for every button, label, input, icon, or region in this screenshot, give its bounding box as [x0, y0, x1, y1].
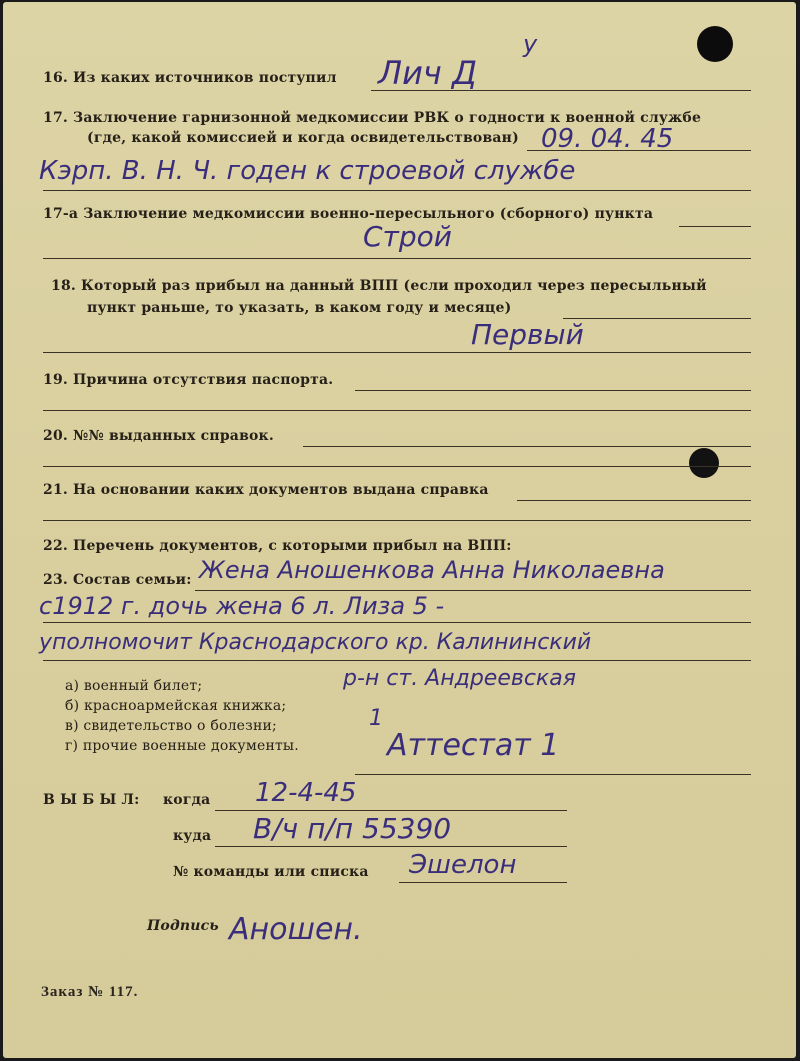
q23-line2	[43, 622, 751, 623]
q21-line2	[43, 520, 751, 521]
q17-conclusion-handwriting: Кэрп. В. Н. Ч. годен к строевой службе	[39, 156, 576, 186]
q21-label: 21. На основании каких документов выдана справка	[43, 482, 489, 498]
q20-line2	[43, 466, 751, 467]
doc-a-label: а) военный билет;	[65, 678, 203, 694]
q23-handwriting-line3: уполномочит Краснодарского кр. Калининский	[39, 630, 592, 655]
punch-hole-top	[697, 26, 733, 62]
q17-date-handwriting: 09. 04. 45	[541, 124, 674, 154]
team-handwriting: Эшелон	[409, 850, 517, 880]
q17a-handwriting: Строй	[363, 220, 452, 253]
q18-line1	[563, 318, 751, 319]
q17-label-line1: 17. Заключение гарнизонной медкомиссии РВК о годности к военной службе	[43, 110, 702, 126]
document-sheet	[3, 2, 796, 1058]
when-label: когда	[163, 792, 211, 808]
q19-line1	[355, 390, 751, 391]
order-number: Заказ № 117.	[41, 984, 139, 1000]
q22-label: 22. Перечень документов, с которыми прибыл на ВПП:	[43, 538, 512, 554]
q16-handwriting-mark: у	[523, 30, 538, 58]
q17-label-line2: (где, какой комиссией и когда освидетельствован)	[87, 130, 519, 146]
team-line	[399, 882, 567, 883]
q23-handwriting-line2: с1912 г. дочь жена 6 л. Лиза 5 -	[39, 592, 445, 620]
doc-v-label: в) свидетельство о болезни;	[65, 718, 277, 734]
doc-b-label: б) красноармейская книжка;	[65, 698, 287, 714]
q21-line1	[517, 500, 751, 501]
punch-hole-middle	[689, 448, 719, 478]
q23-label: 23. Состав семьи:	[43, 572, 192, 588]
q17a-line2	[43, 258, 751, 259]
doc-g-line	[355, 774, 751, 775]
when-handwriting: 12-4-45	[255, 778, 357, 808]
q23-line1	[195, 590, 751, 591]
q20-label: 20. №№ выданных справок.	[43, 428, 274, 444]
q16-handwriting: Лич Д	[378, 54, 477, 92]
q17-line2	[43, 190, 751, 191]
when-line	[215, 810, 567, 811]
where-label: куда	[173, 828, 212, 844]
q18-label-line2: пункт раньше, то указать, в каком году и месяце)	[87, 300, 512, 316]
signature-handwriting: Аношен.	[229, 912, 363, 947]
q20-line1	[303, 446, 751, 447]
departed-label: В Ы Б Ы Л:	[43, 792, 140, 808]
q19-line2	[43, 410, 751, 411]
signature-label: Подпись	[147, 918, 219, 934]
q18-handwriting: Первый	[471, 318, 584, 351]
q23-handwriting-line4: р-н ст. Андреевская	[343, 666, 576, 691]
doc-v-handwriting: 1	[369, 706, 383, 731]
team-label: № команды или списка	[173, 864, 369, 880]
q17a-label: 17-а Заключение медкомиссии военно-пересыльного (сборного) пункта	[43, 206, 654, 222]
doc-g-handwriting: Аттестат 1	[387, 728, 560, 763]
q19-label: 19. Причина отсутствия паспорта.	[43, 372, 334, 388]
q18-line2	[43, 352, 751, 353]
where-handwriting: В/ч п/п 55390	[253, 812, 452, 845]
q18-label-line1: 18. Который раз прибыл на данный ВПП (если проходил через пересыльный	[51, 278, 707, 294]
q23-handwriting-line1: Жена Аношенкова Анна Николаевна	[199, 556, 665, 584]
doc-g-label: г) прочие военные документы.	[65, 738, 299, 754]
q23-line3	[43, 660, 751, 661]
q17a-line1	[679, 226, 751, 227]
where-line	[215, 846, 567, 847]
q16-label: 16. Из каких источников поступил	[43, 70, 337, 86]
